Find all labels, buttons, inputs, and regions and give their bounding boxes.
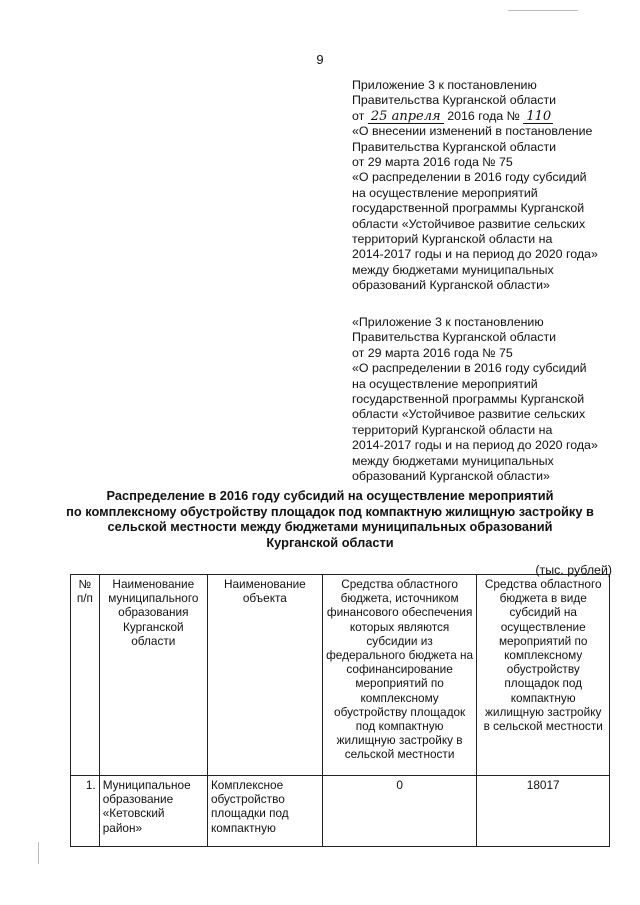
appendix-line: Правительства Курганской области [352,139,557,154]
scan-artifact-line [38,842,39,864]
header-object: Наименование объекта [207,575,322,776]
appendix-line: от 29 марта 2016 года № 75 [352,345,513,360]
date-suffix: 2016 года № [447,108,520,123]
title-line: Распределение в 2016 году субсидий на осуществление мероприятий [106,488,554,503]
appendix-line: 2014-2017 годы и на период до 2020 года» [352,247,598,262]
appendix-line: территорий Курганской области на [352,232,553,247]
appendix-line: области «Устойчивое развитие сельских [352,216,586,231]
cell-regional-funds: 18017 [477,776,610,847]
units-label: (тыс. рублей) [535,563,612,577]
appendix-date-line [352,109,614,124]
appendix-line: «О внесении изменений в постановление [352,124,593,139]
title-line: Курганской области [266,534,394,550]
title-line: по комплексному обустройству площадок под компактную жилищную застройку в [66,503,594,519]
appendix-line: образований Курганской области» [352,469,550,484]
appendix-line: государственной программы Курганской [352,392,585,407]
table-row [71,776,610,847]
handwritten-date: 25 апреля [368,111,444,124]
appendix-line: на осуществление мероприятий [352,376,538,391]
cell-federal-funds: 0 [322,776,477,847]
table-header-row [71,575,610,776]
subsidy-table [70,574,610,847]
appendix-line: «О распределении в 2016 году субсидий [352,170,587,185]
appendix-line: 2014-2017 годы и на период до 2020 года» [352,438,598,453]
cell-object: Комплексное обустройство площадки под компактную [207,776,322,847]
scan-artifact-line [508,10,578,11]
appendix-line: государственной программы Курганской [352,201,585,216]
handwritten-number: 110 [523,111,553,124]
header-federal-funds: Средства областного бюджета, источником финансового обеспечения которых являются субсидии из федерального бюджета на софинансирование мероприятий по комплексному обустройству площадок под компактную жилищную застройку в сельской местности [322,575,477,776]
title-line: сельской местности между бюджетами муниципальных образований [107,519,553,534]
appendix-line: на осуществление мероприятий [352,185,538,200]
cell-num: 1. [71,776,100,847]
appendix-line: Правительства Курганской области [352,330,557,345]
appendix-line: области «Устойчивое развитие сельских [352,407,586,422]
appendix-heading-current [352,78,614,294]
appendix-line: между бюджетами муниципальных [352,453,554,468]
appendix-line: Приложение 3 к постановлению [352,78,537,92]
page-number: 9 [316,52,324,67]
appendix-line: от 29 марта 2016 года № 75 [352,155,513,170]
appendix-line: территорий Курганской области на [352,422,553,437]
header-num: № п/п [71,575,100,776]
document-title [60,488,600,550]
header-municipality: Наименование муниципального образования Курганской области [99,575,207,776]
appendix-line: «Приложение 3 к постановлению [352,315,544,329]
appendix-line: «О распределении в 2016 году субсидий [352,361,587,376]
cell-municipality: Муниципальное образование «Кетовский район» [99,776,207,847]
appendix-line: образований Курганской области» [352,278,550,293]
date-prefix: от [352,108,365,123]
header-regional-funds: Средства областного бюджета в виде субсидий на осуществление мероприятий по комплексному обустройству площадок под компактную жилищную застройку в сельской местности [477,575,610,776]
appendix-line: Правительства Курганской области [352,93,557,108]
appendix-heading-original [352,315,614,484]
appendix-line: между бюджетами муниципальных [352,262,554,277]
